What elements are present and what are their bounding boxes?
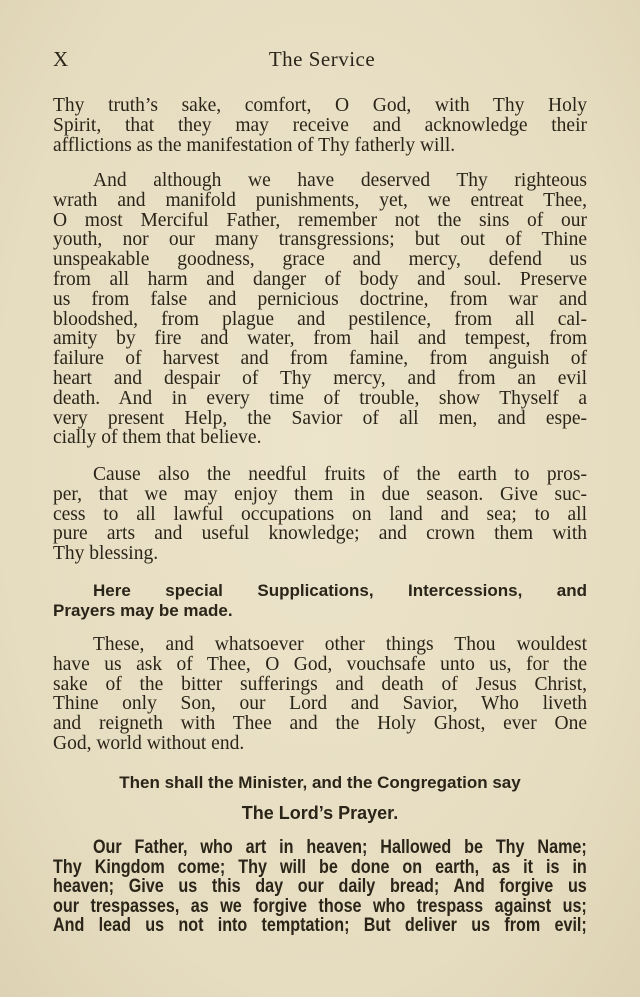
- paragraph-1: [53, 96, 587, 155]
- text-line: have us ask of Thee, O God, vouchsafe unto us, for the: [53, 653, 587, 675]
- text-line: unspeakable goodness, grace and mercy, defend us: [53, 249, 587, 271]
- text-line: Thy truth’s sake, comfort, O God, with Thy Holy: [53, 95, 587, 116]
- text-line: God, world without end.: [53, 732, 245, 754]
- text-line: These, and whatsoever other things Thou wouldest: [93, 634, 587, 655]
- prayer-title: The Lord’s Prayer.: [241, 803, 399, 823]
- text-line: Cause also the needful fruits of the earth to pros-: [93, 464, 587, 485]
- text-line: our trespasses, as we forgive those who trespass against us;: [53, 895, 587, 917]
- text-line: Spirit, that they may receive and acknowledge their: [53, 114, 587, 136]
- text-line: wrath and manifold punishments, yet, we entreat Thee,: [53, 189, 587, 211]
- rubric-congregation: Then shall the Minister, and the Congregation say: [119, 773, 521, 792]
- text-line: failure of harvest and from famine, from anguish of: [53, 348, 587, 370]
- lords-prayer-text: [53, 838, 587, 936]
- text-line: Our Father, who art in heaven; Hallowed be Thy Name;: [92, 837, 587, 858]
- text-line: Thy blessing.: [53, 543, 159, 565]
- text-line: cess to all lawful occupations on land and sea; to all: [53, 503, 587, 525]
- text-line: us from false and pernicious doctrine, from war and: [53, 288, 587, 310]
- text-line: And although we have deserved Thy righteous: [93, 170, 587, 191]
- text-line: afflictions as the manifestation of Thy fatherly will.: [53, 134, 456, 156]
- text-line: very present Help, the Savior of all men, and espe-: [53, 407, 587, 429]
- text-line: death. And in every time of trouble, show Thyself a: [53, 387, 587, 409]
- paragraph-4: [53, 635, 587, 754]
- text-line: cially of them that believe.: [53, 427, 262, 449]
- running-title: The Service: [268, 47, 376, 71]
- text-line: youth, nor our many transgressions; but out of Thine: [53, 229, 587, 251]
- rubric-supplications: [53, 581, 587, 621]
- text-line: heaven; Give us this day our daily bread; And forgive us: [53, 876, 587, 898]
- text-line: Thy Kingdom come; Thy will be done on earth, as it is in: [53, 856, 587, 878]
- text-line: And lead us not into temptation; But deliver us from evil;: [53, 915, 587, 937]
- paragraph-2: [53, 171, 587, 448]
- text-line: pure arts and useful knowledge; and crown them with: [53, 523, 587, 545]
- text-line: sake of the bitter sufferings and death of Jesus Christ,: [53, 673, 587, 695]
- text-line: amity by fire and water, from hail and tempest, from: [53, 328, 587, 350]
- text-line: and reigneth with Thee and the Holy Ghost, ever One: [53, 713, 587, 735]
- text-line: from all harm and danger of body and soul. Preserve: [53, 268, 587, 290]
- text-line: heart and despair of Thy mercy, and from an evil: [53, 367, 587, 389]
- text-line: bloodshed, from plague and pestilence, from all cal-: [53, 308, 587, 330]
- text-line: O most Merciful Father, remember not the sins of our: [53, 209, 587, 231]
- text-line: per, that we may enjoy them in due season. Give suc-: [53, 483, 587, 505]
- paragraph-3: [53, 465, 587, 564]
- page-number: X: [53, 47, 69, 71]
- text-line: Prayers may be made.: [53, 601, 233, 620]
- text-line: Here special Supplications, Intercessions, and: [93, 581, 587, 600]
- text-line: Thine only Son, our Lord and Savior, Who liveth: [53, 693, 587, 715]
